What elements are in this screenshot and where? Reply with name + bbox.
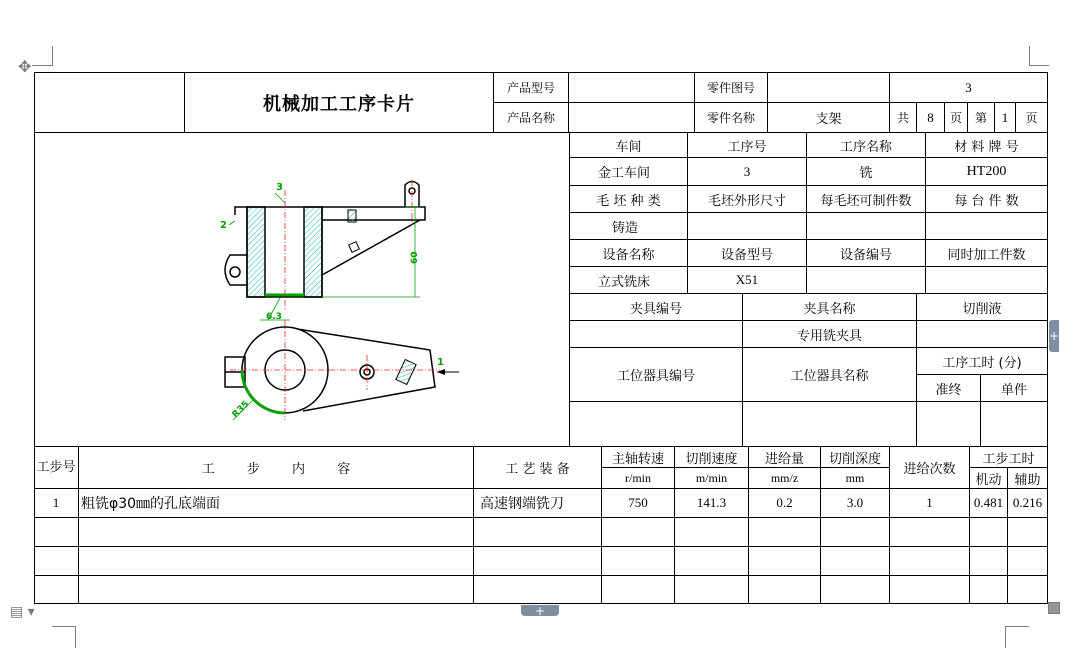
dimension-label: R35 [230,399,252,421]
part-name-label: 零件名称 [706,111,755,125]
blank-type-value[interactable]: 铸造 [612,220,639,236]
equipment-name-label: 设备名称 [602,247,655,263]
passes-cell[interactable]: 1 [926,495,933,510]
table-move-handle-icon[interactable]: ✥ [18,57,32,76]
step-no-header: 工步号 [36,460,76,475]
station-tool-name-label: 工位器具名称 [790,369,869,384]
total-pages[interactable]: 8 [927,109,934,125]
simultaneous-label: 同时加工件数 [947,247,1026,263]
process-no-label: 工序号 [727,139,767,155]
page-prefix-label: 第 [974,111,987,125]
equipment-model-label: 设备型号 [720,247,773,263]
dimension-label: 2 [220,220,227,231]
cutting-speed-unit: m/min [695,470,728,485]
equipment-name-value[interactable]: 立式铣床 [598,274,651,290]
coolant-value[interactable] [917,321,1047,347]
fixture-name-value[interactable]: 专用铣夹具 [796,328,862,344]
process-name-label: 工序名称 [839,139,892,155]
product-name-value[interactable] [569,103,694,132]
step-content-cell[interactable]: 粗铣φ30㎜的孔底端面 [81,496,221,512]
spindle-speed-cell[interactable]: 750 [628,495,648,510]
process-no-value[interactable]: 3 [743,163,751,179]
product-name-label: 产品名称 [506,111,555,125]
step-no-cell[interactable]: 1 [52,495,60,510]
product-model-label: 产品型号 [506,81,555,95]
depth-cell[interactable]: 3.0 [846,495,864,510]
prep-time-label: 准终 [935,382,962,398]
depth-header: 切削深度 [828,451,881,467]
feed-cell[interactable]: 0.2 [776,495,793,510]
auxiliary-time-cell[interactable]: 0.216 [1012,495,1043,510]
page-number[interactable]: 1 [1001,109,1009,125]
step-equipment-header: 工 艺 装 备 [505,462,570,477]
passes-header: 进给次数 [903,462,956,477]
fixture-name-label: 夹具名称 [803,301,856,317]
part-drawing [205,175,470,430]
equipment-model-value[interactable]: X51 [735,272,759,287]
total-label: 共 [896,111,909,125]
blank-size-value[interactable] [688,213,806,239]
parts-per-machine-value[interactable] [926,213,1047,239]
page-icon[interactable]: ▤ ▾ [10,604,35,620]
machine-time-cell[interactable]: 0.481 [973,495,1004,510]
machine-time-header: 机动 [975,472,1002,488]
page-unit-label: 页 [1025,111,1038,125]
parts-per-blank-value[interactable] [807,213,925,239]
card-number[interactable]: 3 [965,79,972,95]
page-unit-label: 页 [949,111,962,125]
step-equipment-cell[interactable]: 高速钢端铣刀 [480,496,564,512]
equipment-no-value[interactable] [807,267,925,293]
fixture-no-label: 夹具编号 [629,301,682,317]
part-name-value[interactable]: 支架 [815,112,842,127]
part-drawing-no-label: 零件图号 [706,81,755,95]
auxiliary-time-header: 辅助 [1014,472,1041,488]
card-title: 机械加工工序卡片 [263,93,415,115]
blank-type-label: 毛 坯 种 类 [596,193,661,209]
depth-unit: mm [845,470,865,485]
unit-time-label: 单件 [1000,382,1027,398]
dimension-label: 3 [276,182,283,193]
feed-unit: mm/z [770,470,799,485]
cutting-speed-header: 切削速度 [685,451,738,467]
dimension-label: 1 [437,357,444,368]
blank-size-label: 毛坯外形尺寸 [707,193,786,209]
fixture-no-value[interactable] [570,321,742,347]
parts-per-blank-label: 每毛坯可制件数 [820,193,912,209]
material-label: 材 料 牌 号 [954,139,1019,155]
equipment-no-label: 设备编号 [839,247,892,263]
cutting-speed-cell[interactable]: 141.3 [696,495,727,510]
product-model-value[interactable] [569,73,694,102]
insert-column-icon[interactable]: + [1049,320,1059,352]
feed-header: 进给量 [764,451,804,467]
material-value[interactable]: HT200 [966,163,1007,179]
dimension-label: 60 [410,251,420,264]
simultaneous-value[interactable] [926,267,1047,293]
process-time-label: 工序工时 (分) [942,355,1022,371]
step-time-header: 工步工时 [982,451,1035,467]
step-content-header: 工 步 内 容 [201,462,351,477]
process-name-value[interactable]: 铣 [859,166,873,181]
roughness-label: 6.3 [266,312,282,322]
part-drawing-no-value[interactable] [768,73,889,102]
spindle-speed-header: 主轴转速 [611,451,664,467]
workshop-value[interactable]: 金工车间 [598,166,651,181]
insert-row-icon[interactable]: + [521,605,559,616]
station-tool-no-label: 工位器具编号 [616,369,695,384]
spindle-speed-unit: r/min [625,470,651,485]
workshop-label: 车间 [615,139,642,155]
coolant-label: 切削液 [962,301,1002,317]
parts-per-machine-label: 每 台 件 数 [954,193,1019,209]
